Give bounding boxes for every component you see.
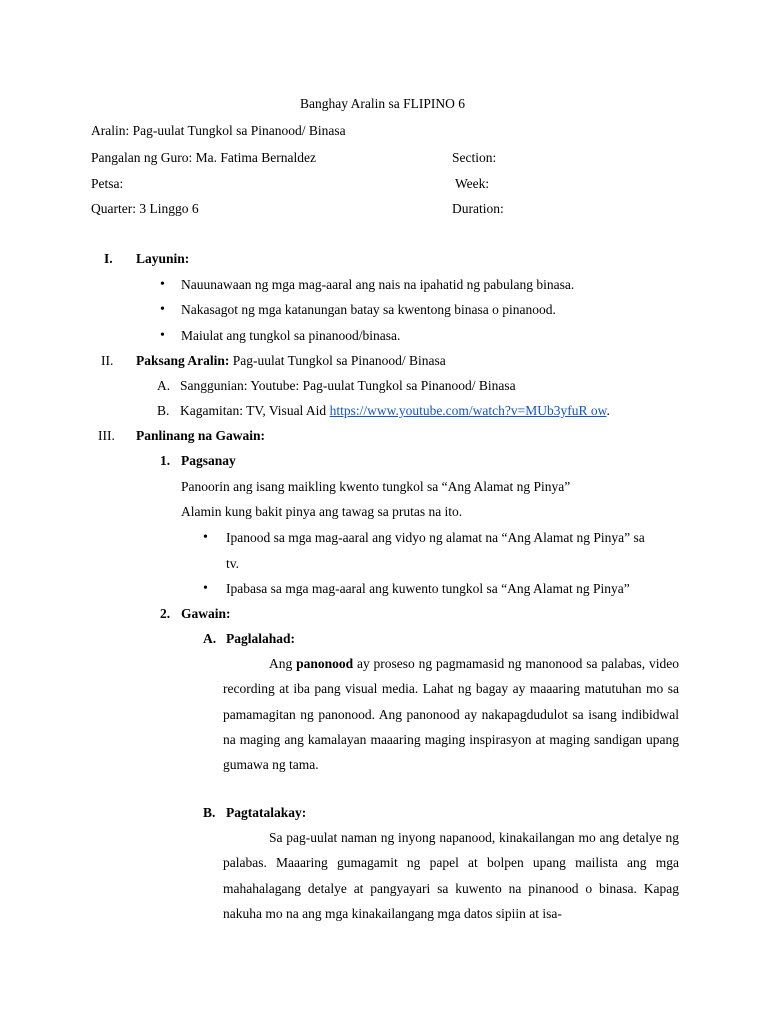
pagsanay-line-1: Panoorin ang isang maikling kwento tungkol sa “Ang Alamat ng Pinya” (181, 479, 571, 494)
youtube-link[interactable]: https://www.youtube.com/watch?v=MUb3yfuR ow (329, 403, 607, 418)
pagtatalakay-paragraph (223, 825, 679, 926)
bullet-icon: • (203, 581, 208, 596)
document-title: Banghay Aralin sa FLIPINO 6 (300, 96, 465, 111)
paglalahad-paragraph (223, 651, 679, 777)
pagtatalakay-letter: B. (203, 805, 216, 820)
pagtatalakay-text: Sa pag-uulat naman ng inyong napanood, kinakailangan mo ang detalye ng palabas. Maaaring gumagamit ng papel at bolpen upang mailista ang mga mahahalagang detalye at pangyayari sa kuwento na pinanood o binasa. Kapag nakuha mo na ang mga kinakailangang mga datos sipiin at isa- (223, 830, 679, 921)
bullet-icon: • (160, 277, 165, 292)
aralin-line: Aralin: Pag-uulat Tungkol sa Pinanood/ Binasa (91, 123, 346, 138)
paglalahad-heading: Paglalahad: (226, 631, 296, 646)
section-3-heading: Panlinang na Gawain: (136, 428, 266, 443)
kagamitan-line (180, 402, 610, 420)
pagsanay-bullet-1: Ipanood sa mga mag-aaral ang vidyo ng alamat na “Ang Alamat ng Pinya” sa (226, 530, 645, 545)
section-2-heading-rest: Pag-uulat Tungkol sa Pinanood/ Binasa (229, 353, 446, 368)
gawain-number: 2. (160, 606, 171, 621)
pagsanay-number: 1. (160, 453, 171, 468)
section-2-heading: Paksang Aralin: (136, 353, 230, 368)
layunin-item-1: Nauunawaan ng mga mag-aaral ang nais na ipahatid ng pabulang binasa. (181, 277, 575, 292)
pagsanay-bullet-2: Ipabasa sa mga mag-aaral ang kuwento tungkol sa “Ang Alamat ng Pinya” (226, 581, 630, 596)
sanggunian-line: Sanggunian: Youtube: Pag-uulat Tungkol sa Pinanood/ Binasa (180, 378, 516, 393)
pagsanay-heading: Pagsanay (181, 453, 236, 468)
layunin-item-2: Nakasagot ng mga katanungan batay sa kwentong binasa o pinanood. (181, 302, 556, 317)
paglalahad-lead: Ang (269, 656, 297, 671)
section-label: Section: (452, 150, 497, 165)
section-1-numeral: I. (104, 251, 113, 266)
section-2-numeral: II. (101, 353, 114, 368)
paglalahad-letter: A. (203, 631, 217, 646)
petsa-label: Petsa: (91, 176, 124, 191)
paglalahad-text: ay proseso ng pagmamasid ng manonood sa palabas, video recording at iba pang visual media. Lahat ng bagay ay maaaring matutuhan mo sa pamamagitan ng panonood. Ang panonood ay nakapagdudulot sa isang indibidwal na maging ang kamalayan maaaring maging inspirasyon at maging sandigan upang gumawa ng tama. (223, 656, 679, 773)
paglalahad-bold-term: panonood (296, 656, 354, 671)
pagsanay-bullet-1-cont: tv. (226, 556, 239, 571)
item-a-letter: A. (157, 378, 171, 393)
bullet-icon: • (160, 302, 165, 317)
bullet-icon: • (203, 530, 208, 545)
section-2-heading-line (136, 352, 446, 370)
pagsanay-line-2: Alamin kung bakit pinya ang tawag sa prutas na ito. (181, 504, 463, 519)
section-1-heading: Layunin: (136, 251, 190, 266)
pagtatalakay-heading: Pagtatalakay: (226, 805, 307, 820)
bullet-icon: • (160, 328, 165, 343)
duration-label: Duration: (452, 201, 504, 216)
kagamitan-text: Kagamitan: TV, Visual Aid (180, 403, 330, 418)
item-b-letter: B. (157, 403, 170, 418)
kagamitan-period: . (606, 403, 610, 418)
gawain-heading: Gawain: (181, 606, 231, 621)
section-3-numeral: III. (98, 428, 115, 443)
week-label: Week: (455, 176, 490, 191)
guro-line: Pangalan ng Guro: Ma. Fatima Bernaldez (91, 150, 316, 165)
quarter-line: Quarter: 3 Linggo 6 (91, 201, 199, 216)
layunin-item-3: Maiulat ang tungkol sa pinanood/binasa. (181, 328, 401, 343)
